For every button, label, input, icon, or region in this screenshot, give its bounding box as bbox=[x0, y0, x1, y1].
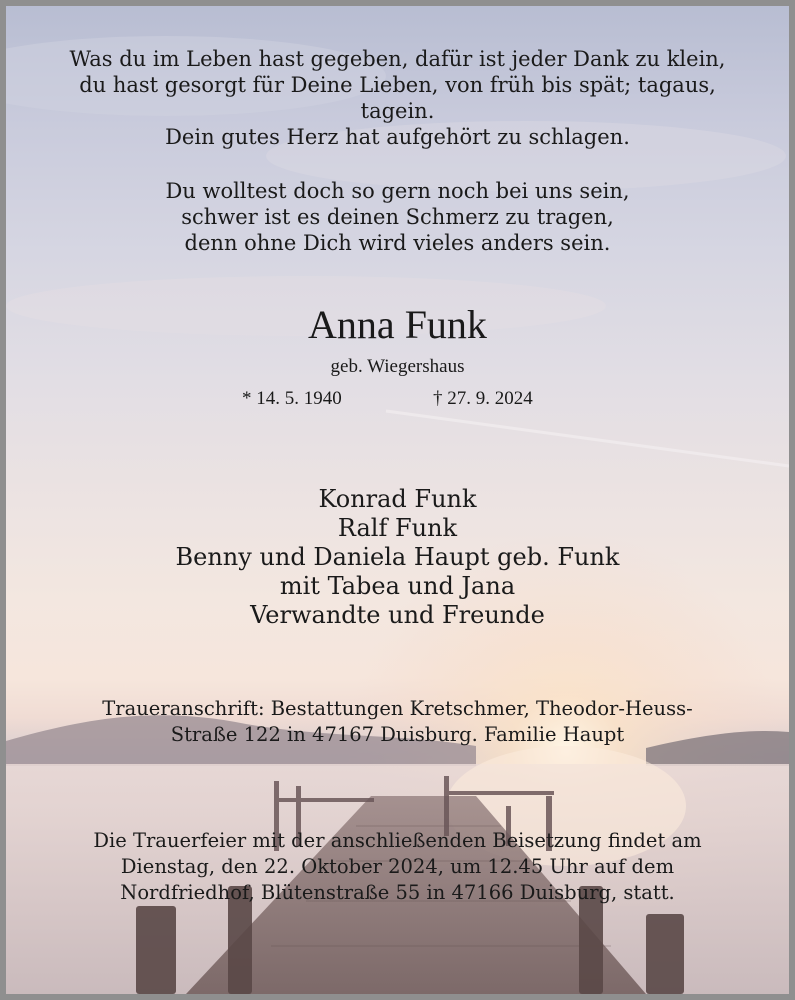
mourner-line: Benny und Daniela Haupt geb. Funk bbox=[175, 543, 620, 571]
mourner-line: mit Tabea und Jana bbox=[279, 572, 516, 600]
address-line: Straße 122 in 47167 Duisburg. Familie Haupt bbox=[170, 723, 625, 746]
death-date: † 27. 9. 2024 bbox=[433, 388, 533, 409]
poem-line: Du wolltest doch so gern noch bei uns sein, bbox=[165, 179, 630, 203]
mourner-line: Ralf Funk bbox=[337, 514, 458, 542]
funeral-line: Dienstag, den 22. Oktober 2024, um 12.45 Uhr auf dem bbox=[120, 855, 675, 878]
address-line: Traueranschrift: Bestattungen Kretschmer, Theodor-Heuss- bbox=[102, 697, 693, 720]
poem-line: schwer ist es deinen Schmerz zu tragen, bbox=[181, 205, 614, 229]
mourner-line: Konrad Funk bbox=[318, 485, 477, 513]
poem-line: tagein. bbox=[360, 99, 435, 123]
birth-date: * 14. 5. 1940 bbox=[242, 388, 342, 409]
mourner-line: Verwandte und Freunde bbox=[250, 601, 545, 629]
poem-line: Was du im Leben hast gegeben, dafür ist jeder Dank zu klein, bbox=[69, 47, 726, 71]
poem-line: Dein gutes Herz hat aufgehört zu schlagen. bbox=[165, 125, 630, 149]
funeral-line: Die Trauerfeier mit der anschließenden Beisetzung findet am bbox=[93, 829, 702, 852]
birth-name: geb. Wiegershaus bbox=[330, 356, 465, 377]
funeral-line: Nordfriedhof, Blütenstraße 55 in 47166 Duisburg, statt. bbox=[120, 881, 675, 904]
deceased-name: Anna Funk bbox=[308, 302, 487, 347]
poem-line: du hast gesorgt für Deine Lieben, von früh bis spät; tagaus, bbox=[79, 73, 716, 97]
poem-line: denn ohne Dich wird vieles anders sein. bbox=[184, 231, 611, 255]
